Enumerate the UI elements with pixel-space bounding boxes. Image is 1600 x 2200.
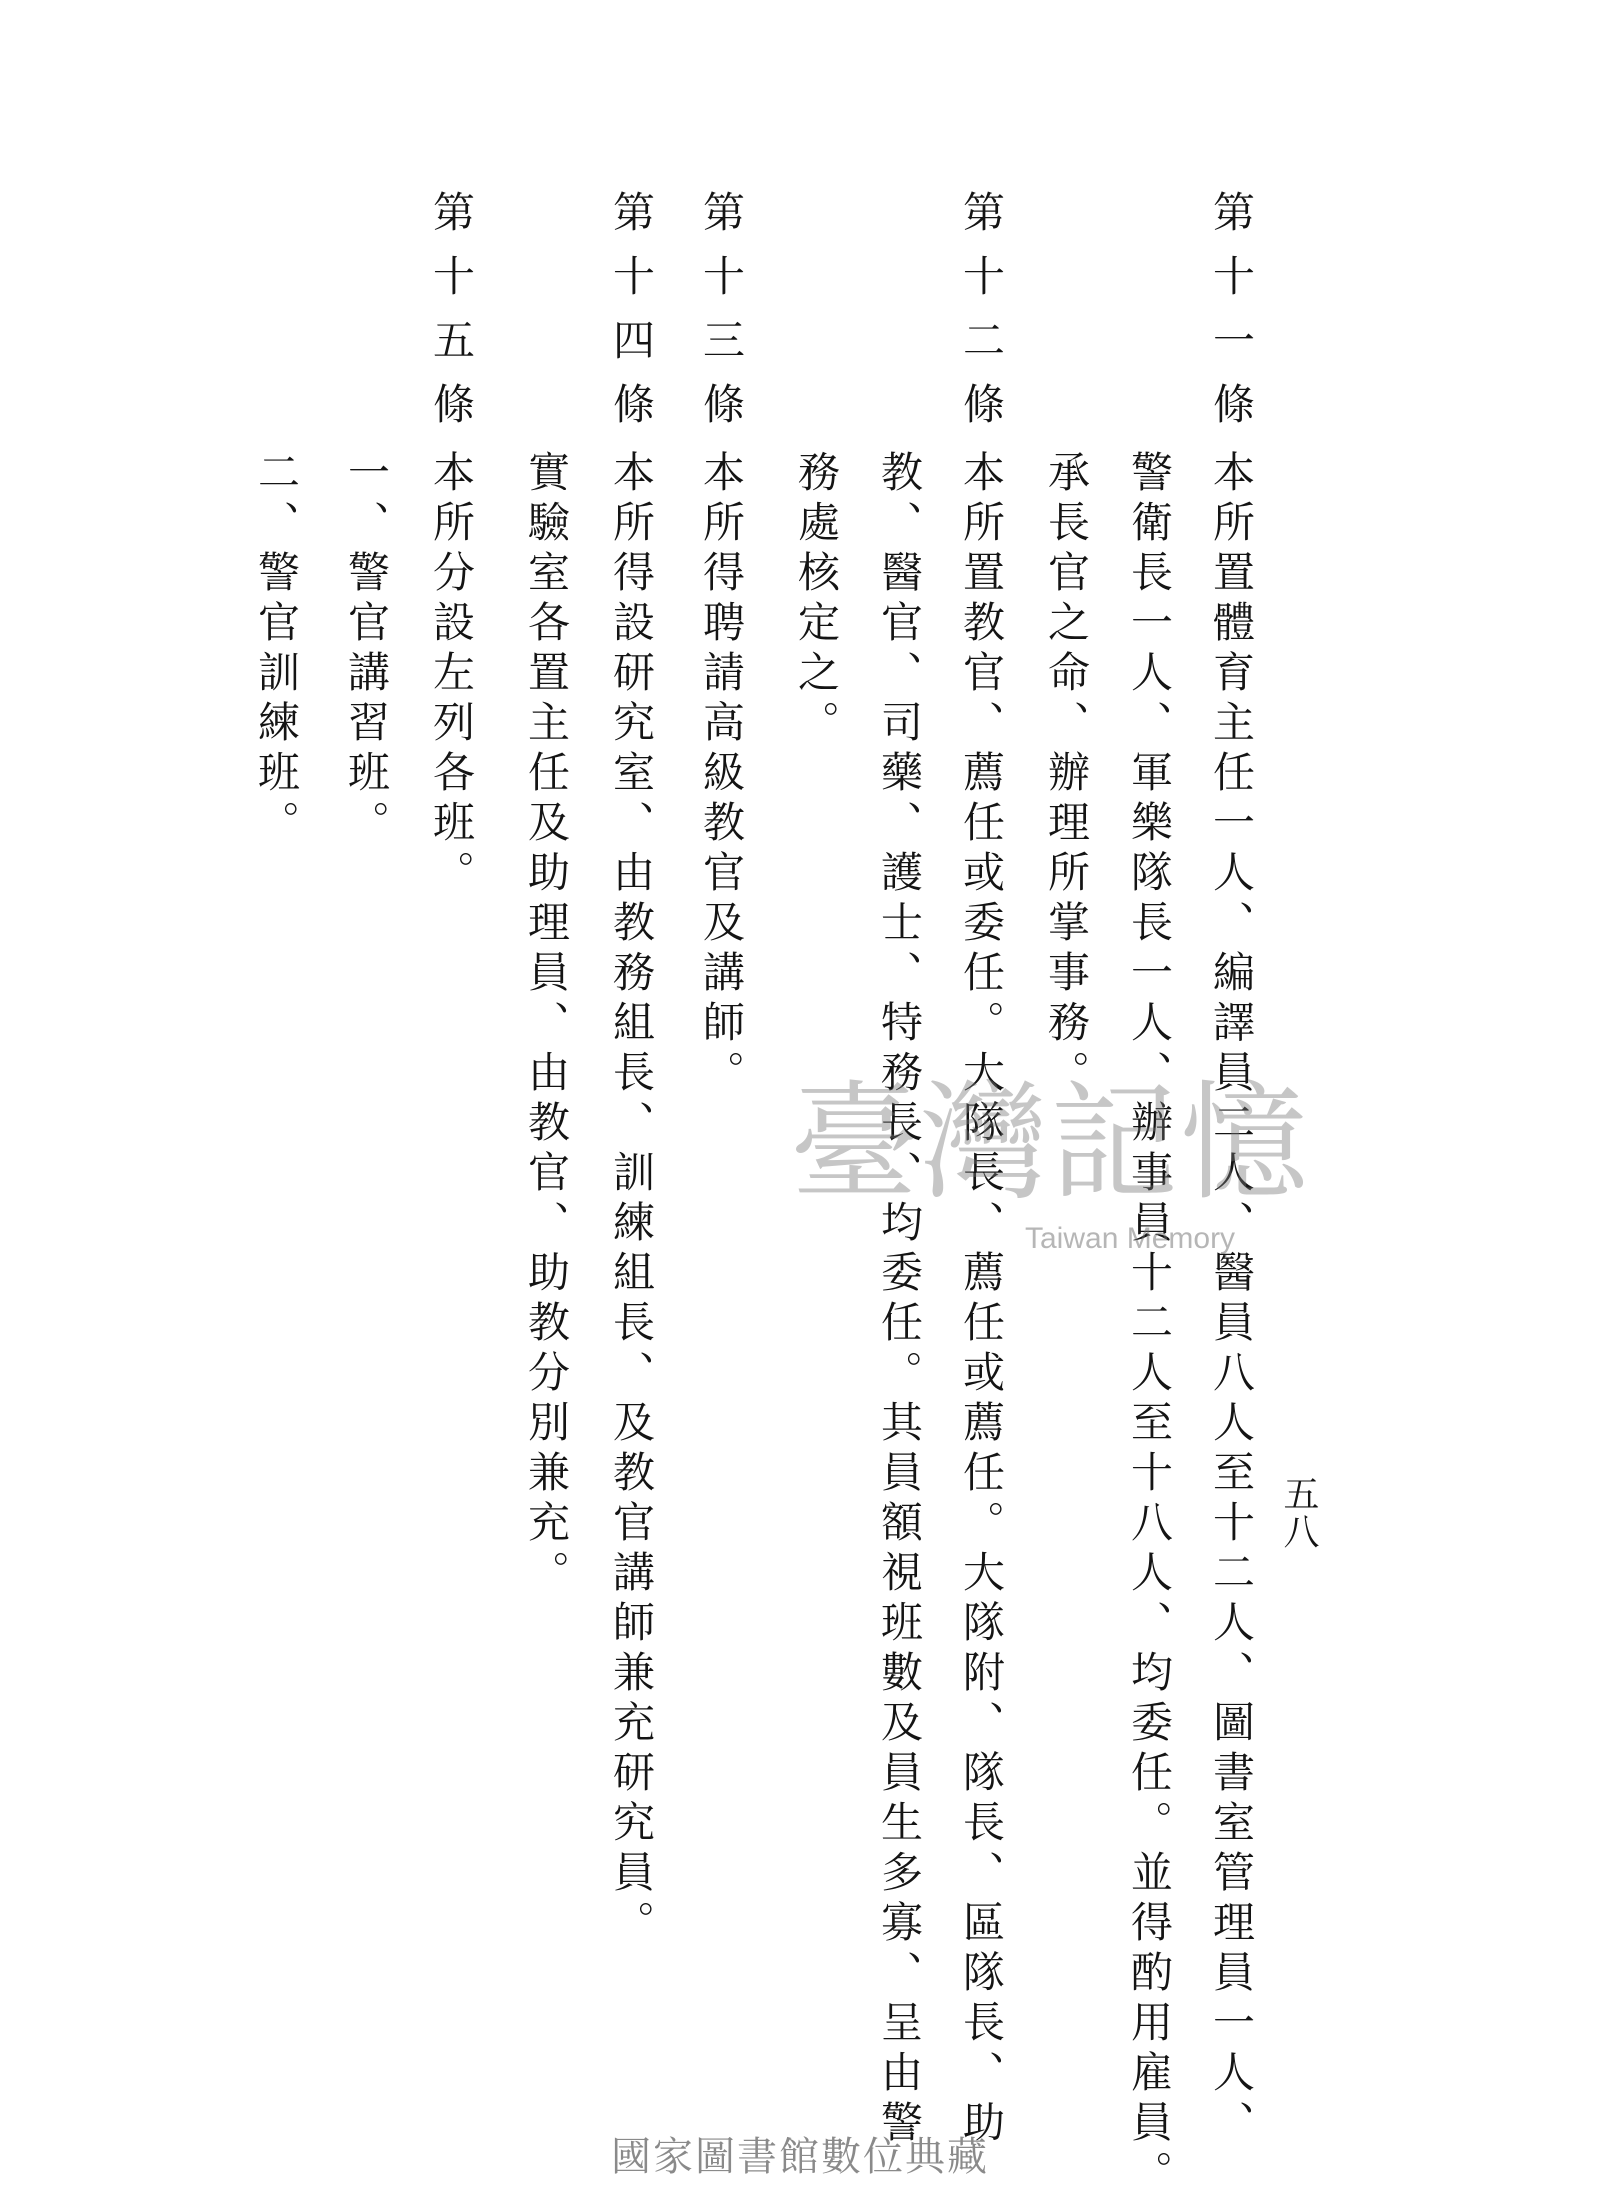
article-12-line-1: 本所置教官、薦任或委任。大隊長、薦任或薦任。大隊附、隊長、區隊長、助	[957, 450, 1006, 2150]
article-15-label: 第十五條	[427, 190, 476, 446]
article-15-item-2: 二、警官訓練班。	[252, 450, 301, 850]
article-11-line-2: 警衛長一人、軍樂隊長一人、辦事員十二人至十八人、均委任。並得酌用雇員。	[1125, 450, 1174, 2200]
article-11-line-1: 本所置體育主任一人、編譯員二人、醫員八人至十二人、圖書室管理員一人、	[1207, 450, 1256, 2150]
article-14-line-1: 本所得設研究室、由教務組長、訓練組長、及教官講師兼充研究員。	[607, 450, 656, 1950]
taiwan-memory-watermark	[790, 1069, 1311, 1270]
article-13-line-1: 本所得聘請高級教官及講師。	[697, 450, 746, 1100]
watermark-title: 臺灣記憶	[790, 1069, 1311, 1218]
article-15-item-1: 一、警官講習班。	[342, 450, 391, 850]
article-12-label: 第十二條	[957, 190, 1006, 446]
article-11-line-3: 承長官之命、辦理所掌事務。	[1042, 450, 1091, 1100]
article-12-line-2: 教、醫官、司藥、護士、特務長、均委任。其員額視班數及員生多寡、呈由警	[875, 450, 924, 2150]
footer-archive-label: 國家圖書館數位典藏	[611, 2134, 989, 2180]
article-11-label: 第十一條	[1207, 190, 1256, 446]
page-number: 五八	[1278, 1475, 1319, 1551]
article-13-label: 第十三條	[697, 190, 746, 446]
article-14-label: 第十四條	[607, 190, 656, 446]
article-15-line-1: 本所分設左列各班。	[427, 450, 476, 900]
watermark-subtitle: Taiwan Memory	[1025, 1222, 1236, 1255]
article-14-line-2: 實驗室各置主任及助理員、由教官、助教分別兼充。	[522, 450, 571, 1600]
article-12-line-3: 務處核定之。	[792, 450, 841, 750]
